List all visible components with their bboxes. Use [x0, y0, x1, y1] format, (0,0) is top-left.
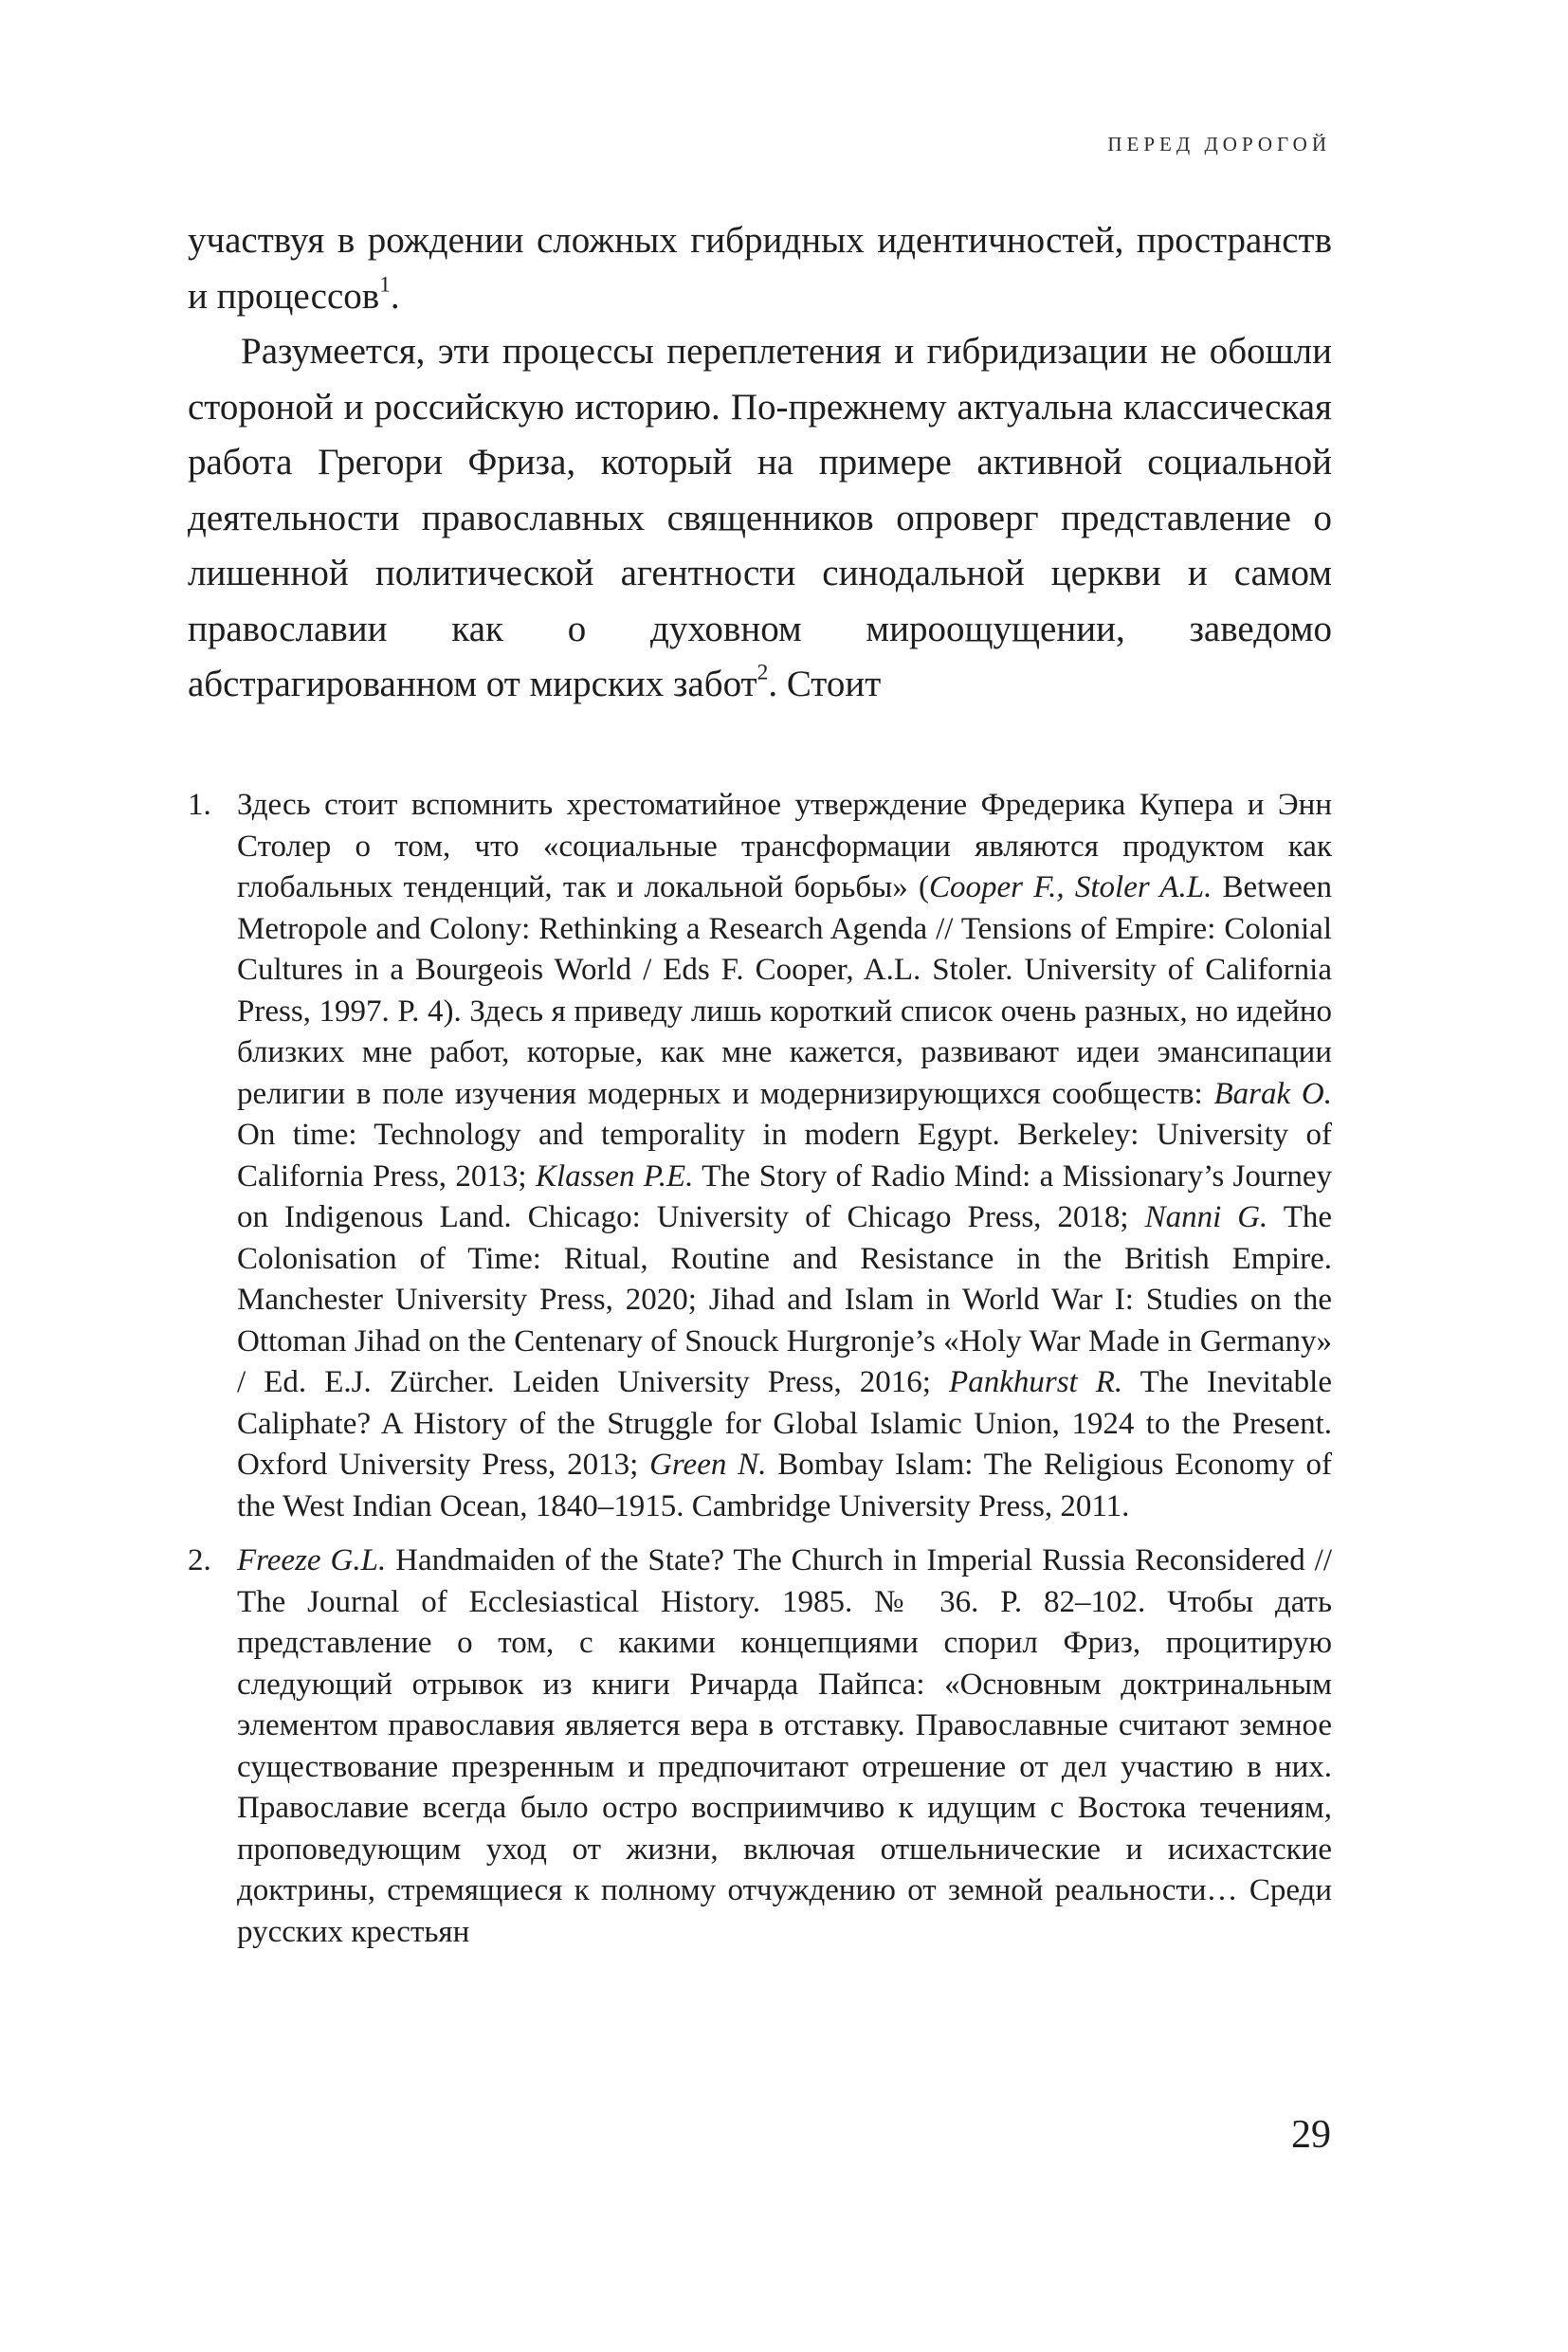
- footnote-text: Здесь стоит вспомнить хрестоматийное утверждение Фредерика Купера и Энн Столер о том, что «социальные трансформации являются продуктом как глобальных тенденций, так и локальной борьбы» (: [237, 788, 1332, 904]
- paragraph-text: .: [390, 275, 400, 317]
- author-name: Nanni G.: [1144, 1200, 1268, 1234]
- footnote-number: 2.: [188, 1543, 211, 1577]
- paragraph: [188, 324, 1332, 713]
- footnote-reference[interactable]: 2: [757, 660, 769, 685]
- footnote-number: 1.: [188, 788, 211, 822]
- paragraph-text: Разумеется, эти процессы переплетения и гибридизации не обошли стороной и российскую историю. По-прежнему актуальна классическая работа Грегори Фриза, который на примере активной социальной деятельности православных священников опроверг представление о лишенной политической агентности синодальной церкви и самом православии как о духовном мироощущении, заведомо абстрагированном от мирских забот: [188, 331, 1332, 704]
- main-text: [188, 213, 1332, 713]
- footnotes: [188, 785, 1332, 1966]
- footnote-text: Handmaiden of the State? The Church in Imperial Russia Reconsidered // The Journal of Ecclesiastical History. 1985. № 36. P. 82–102. Чтобы дать представление о том, с какими концепциями спорил Фриз, процитирую следующий отрывок из книги Ричарда Пайпса: «Основным доктринальным элементом православия является вера в отставку. Православные считают земное существование презренным и предпочитают отрешение от дел участию в них. Православие всегда было остро восприимчиво к идущим с Востока течениям, проповедующим уход от жизни, включая отшельнические и исихастские доктрины, стремящиеся к полному отчуждению от земной реальности… Среди русских крестьян: [237, 1543, 1332, 1949]
- footnote-text: On time: Technology and temporality in modern Egypt. Berkeley: University of California Press, 2013;: [237, 1118, 1332, 1194]
- footnote-2: [188, 1541, 1332, 1953]
- footnote-1: [188, 785, 1332, 1527]
- paragraph-text: участвуя в рождении сложных гибридных идентичностей, пространств и процессов: [188, 220, 1332, 317]
- footnote-reference[interactable]: 1: [379, 271, 391, 297]
- author-name: Cooper F., Stoler A.L.: [929, 870, 1212, 904]
- author-name: Freeze G.L.: [237, 1543, 387, 1577]
- footnote-text: The Colonisation of Time: Ritual, Routine and Resistance in the British Empire. Manchester University Press, 2020; Jihad and Islam in World War I: Studies on the Ottoman Jihad on the Centenary of Snouck Hurgronje’s «Holy War Made in Germany» / Ed. E.J. Zürcher. Leiden University Press, 2016;: [237, 1200, 1333, 1399]
- footnote-text: The Inevitable Caliphate? A History of the Struggle for Global Islamic Union, 1924 to the Present. Oxford University Press, 2013;: [237, 1365, 1332, 1482]
- author-name: Barak O.: [1213, 1076, 1332, 1111]
- running-head: ПЕРЕД ДОРОГОЙ: [1107, 133, 1331, 155]
- page-number: 29: [1291, 2113, 1331, 2157]
- paragraph-text: . Стоит: [768, 664, 882, 704]
- paragraph: [188, 213, 1332, 324]
- footnote-text: The Story of Radio Mind: a Missionary’s Journey on Indigenous Land. Chicago: University of Chicago Press, 2018;: [237, 1158, 1332, 1234]
- footnote-text: Bombay Islam: The Religious Economy of the West Indian Ocean, 1840–1915. Cambridge University Press, 2011.: [237, 1448, 1332, 1523]
- author-name: Green N.: [649, 1448, 767, 1482]
- footnote-text: Between Metropole and Colony: Rethinking a Research Agenda // Tensions of Empire: Colonial Cultures in a Bourgeois World / Eds F. Cooper, A.L. Stoler. University of California Press, 1997. P. 4). Здесь я приведу лишь короткий список очень разных, но идейно близких мне работ, которые, как мне кажется, развивают идеи эмансипации религии в поле изучения модерных и модернизирующихся сообществ:: [237, 870, 1332, 1111]
- author-name: Pankhurst R.: [949, 1365, 1123, 1399]
- author-name: Klassen P.E.: [535, 1158, 694, 1194]
